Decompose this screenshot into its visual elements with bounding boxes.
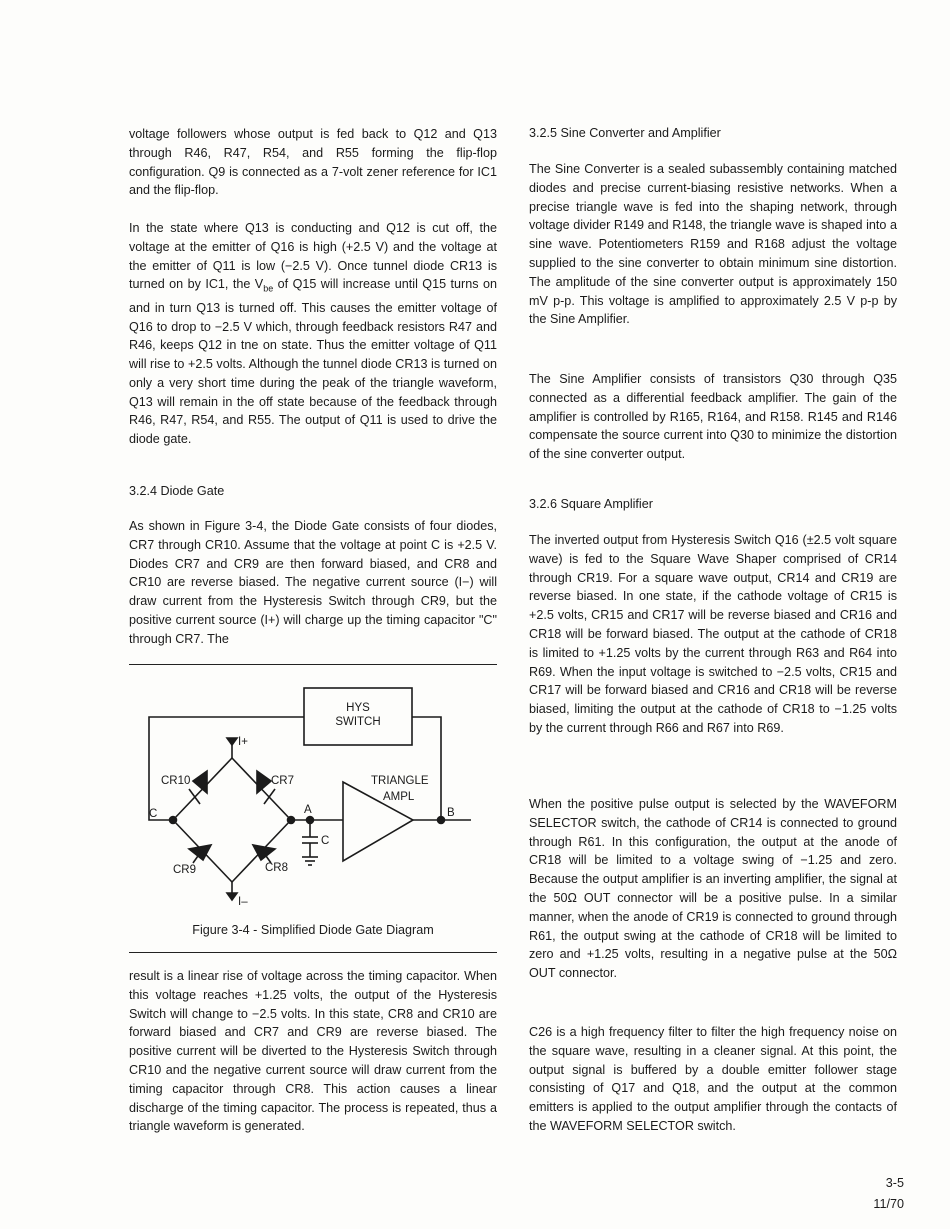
label-cr9: CR9 [173,864,197,876]
paragraph-state-text-b: of Q15 will increase until Q15 turns on and in turn Q13 is turned off. This causes the emitter voltage of Q16 to drop to −2.5 V which, through feedback resistors R47 and R46, keeps Q12 in tne on state. Thus the emitter voltage of Q11 will rise to +2.5 volts. Although the tunnel diode CR13 is turned on only a very short time during the peak of the triangle waveform, Q13 will remain in the off state because of the feedback through R46, R47, R54, and R55. The output of Q11 is used to drive the diode gate. [129,277,497,447]
figure-caption: Figure 3-4 - Simplified Diode Gate Diagram [192,923,434,937]
arrow-i-minus [227,893,237,900]
label-i-minus: I– [238,896,248,908]
node-cap [307,817,314,824]
diode-cr8 [253,845,275,863]
label-cr8: CR8 [265,862,289,874]
paragraph-sine-converter: The Sine Converter is a sealed subassembly containing matched diodes and precise current-biasing resistive networks. When a precise triangle wave is fed into the shaping network, through voltage divider R149 and R148, the triangle wave is shaped into a sine wave. Potentiometers R159 and R168 adjust the voltage supplied to the sine converter to obtain minimum sine distortion. The amplitude of the sine converter output is approximately 150 mV p-p. This voltage is amplified to approximately 2.5 V p-p by the Sine Amplifier. [529,162,897,327]
label-cr7: CR7 [271,775,295,787]
paragraph-state-text-a: In the state where Q13 is conducting and Q12 is cut off, the voltage at the emitter of Q16 is high (+2.5 V) and the voltage at the emitter of Q11 is low (−2.5 V). Once tunnel diode CR13 is turned on by IC1, the V [129,221,497,292]
figure-diode-gate [129,664,497,953]
label-node-b: B [447,807,455,819]
revision-date: 11/70 [873,1197,904,1211]
label-cr10: CR10 [161,775,191,787]
node-b [438,817,445,824]
paragraph-square-amplifier: The inverted output from Hysteresis Switch Q16 (±2.5 volt square wave) is fed to the Square Wave Shaper comprised of CR14 through CR19. For a square wave output, CR14 and CR19 are reverse biased. In one state, if the cathode voltage of CR15 is +2.5 volts, CR15 and CR17 will be reverse biased and CR16 and CR18 will be forward biased. The output at the cathode of CR18 is limited to +1.25 volts by the current through R63 and R64 into R69. When the input voltage is switched to −2.5 volts, CR15 and CR17 will be forward biased and CR16 and CR18 will be reverse biased, limiting the output at the cathode of CR18 to −1.25 volts by the current through R66 and R67 into R69. [529,533,897,735]
diode-gate-diagram [129,665,497,952]
node-c [170,817,177,824]
paragraph-high-frequency-filter: C26 is a high frequency filter to filter the high frequency noise on the square wave, resulting in a cleaner signal. At this point, the output signal is buffered by a double emitter follower stage consisting of Q17 and Q18, and the output at the common emitters is applied to the output amplifier through the contacts of the WAVEFORM SELECTOR switch. [529,1025,897,1133]
label-ampl: AMPL [383,791,415,803]
paragraph-linear-rise: result is a linear rise of voltage across the timing capacitor. When this voltage reaches +1.25 volts, the output of the Hysteresis Switch will change to −2.5 volts. In this state, CR8 and CR10 are forward biased and CR7 and CR9 are reverse biased. The positive current will be diverted to the Hysteresis Switch through CR10 and the negative current source will draw current from the timing capacitor through CR8. This action causes a linear discharge of the timing capacitor. The process is repeated, thus a triangle waveform is generated. [129,969,497,1134]
hys-label-line2: SWITCH [335,716,381,728]
paragraph-positive-pulse: When the positive pulse output is selected by the WAVEFORM SELECTOR switch, the cathode of CR14 is connected to ground through R61. In this configuration, the output at the anode of CR18 will be limited to a voltage swing of −1.25 and zero. Because the output amplifier is an inverting amplifier, the signal at the 50Ω OUT connector will be a positive pulse. In a similar manner, when the anode of CR19 is connected to ground through R61, the output swing at the cathode of CR18 will be limited to zero and +1.25 volts, resulting in a negative pulse at the 50Ω OUT connector. [529,797,897,981]
page-number: 3-5 [885,1176,904,1190]
paragraph-state-description [129,219,497,449]
arrow-i-plus [227,738,237,745]
paragraph-sine-amplifier: The Sine Amplifier consists of transistors Q30 through Q35 connected as a differential feedback amplifier. The gain of the amplifier is controlled by R165, R164, and R158. R145 and R146 compensate the source current into Q30 to minimize the distortion of the sine converter output. [529,372,897,462]
heading-sine-converter: 3.2.5 Sine Converter and Amplifier [529,126,721,140]
hys-label-line1: HYS [346,702,370,714]
label-node-a: A [304,804,312,816]
diode-cr10 [189,771,207,804]
label-capacitor-c: C [321,835,330,847]
paragraph-flip-flop: voltage followers whose output is fed back to Q12 and Q13 through R46, R47, R54, and R55 forming the flip-flop configuration. Q9 is connected as a 7-volt zener reference for IC1 and the flip-flop. [129,127,497,198]
diode-cr9 [189,845,211,863]
label-i-plus: I+ [238,736,248,748]
heading-square-amplifier: 3.2.6 Square Amplifier [529,497,653,511]
paragraph-diode-gate: As shown in Figure 3-4, the Diode Gate consists of four diodes, CR7 through CR10. Assume that the voltage at point C is +2.5 V. Diodes CR7 and CR9 are then forward biased, and CR8 and CR10 are reverse biased. The negative current source (I−) will draw current from the Hysteresis Switch through CR9, but the positive current source (I+) will charge up the timing capacitor "C" through CR7. The [129,519,497,646]
vbe-subscript: be [263,283,274,294]
heading-diode-gate: 3.2.4 Diode Gate [129,484,225,498]
node-a [288,817,295,824]
label-node-c: C [149,808,158,820]
label-triangle: TRIANGLE [371,775,429,787]
wire-hys-to-b [412,717,441,820]
wire-hys-to-c [149,717,304,820]
